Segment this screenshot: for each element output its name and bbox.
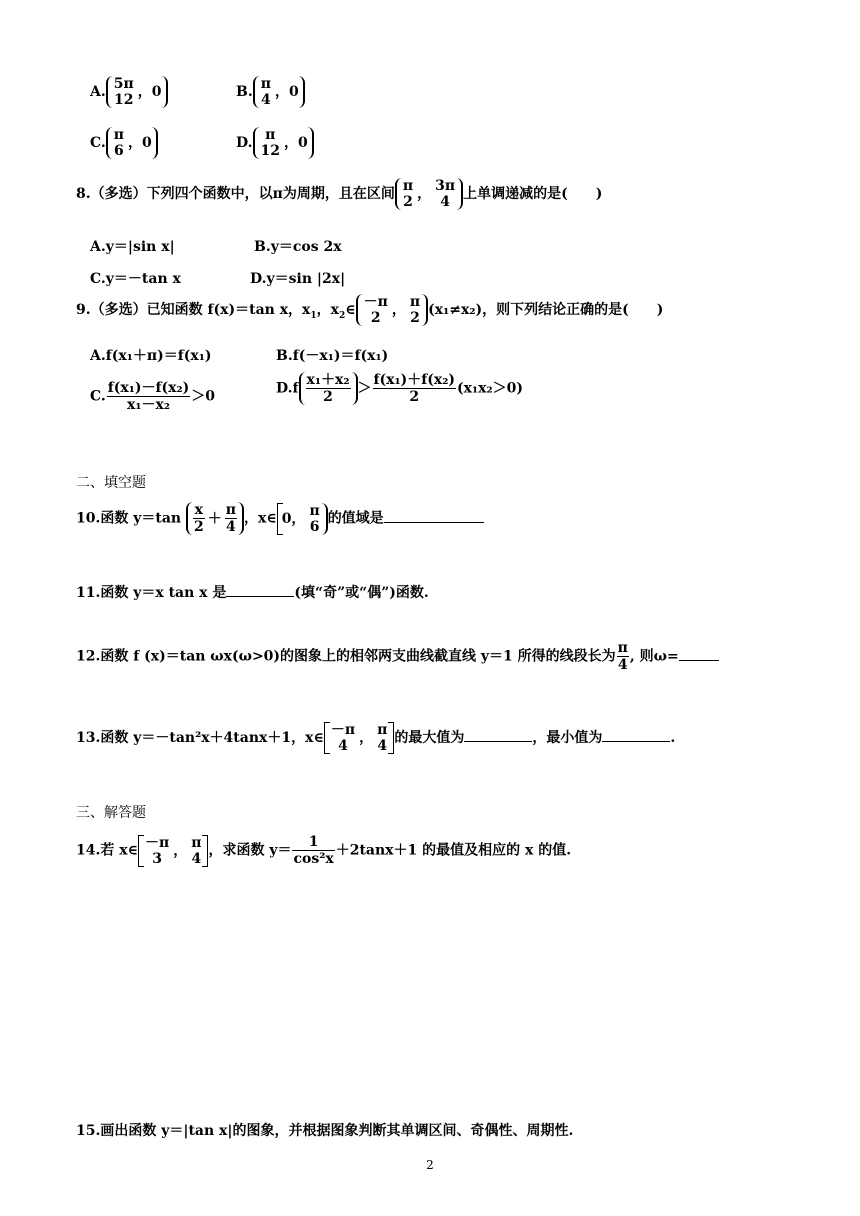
frac-den: 4 (617, 657, 628, 674)
frac-den: 2 (323, 389, 333, 406)
frac-den: 4 (191, 850, 202, 867)
answer-blank[interactable] (384, 508, 484, 523)
q8-option-c: C.y＝－tan x (90, 271, 181, 287)
q9-option-d (276, 372, 523, 405)
frac-num: 3π (435, 178, 456, 194)
frac-num: －π (144, 834, 170, 851)
separator: ， (391, 302, 406, 319)
q7-option-a (90, 76, 168, 108)
frac-den: 6 (114, 143, 124, 160)
frac-num: 1 (292, 834, 334, 851)
frac-num: π (260, 76, 271, 92)
q8-option-b: B.y＝cos 2x (254, 239, 342, 255)
q12-stem (76, 640, 719, 673)
q9-condition: (x₁≠x₂)，则下列结论正确的是( ) (428, 302, 664, 319)
q14-mid: ，求函数 y＝ (208, 842, 292, 859)
q8-option-a: A.y＝|sin x| (90, 239, 175, 255)
frac-num: x (194, 502, 204, 518)
frac-num: π (409, 294, 421, 310)
frac-den: 4 (377, 738, 388, 755)
q13-mid2: ，最小值为 (532, 730, 603, 747)
frac-num: －π (363, 294, 388, 310)
frac-den: 4 (338, 738, 348, 755)
frac-num: 5π (113, 76, 134, 92)
frac-den: 2 (370, 310, 381, 327)
q14-stem (76, 834, 571, 867)
q15-stem: 15.画出函数 y＝|tan x|的图象，并根据图象判断其单调区间、奇偶性、周期性. (76, 1123, 574, 1139)
section-fill-in: 二、填空题 (76, 475, 146, 491)
page-number: 2 (426, 1158, 434, 1172)
plus-sign: ＋ (207, 510, 222, 527)
q7-option-d (236, 127, 314, 159)
option-label: A. (90, 84, 106, 101)
frac-den: cos²x (293, 851, 334, 868)
option-tail: (x₁x₂＞0) (457, 380, 523, 397)
q9-option-a: A.f(x₁＋π)＝f(x₁) (90, 348, 212, 364)
q12-lead: 12.函数 f (x)＝tan ωx(ω>0)的图象上的相邻两支曲线截直线 y＝1 所得的线段长为 (76, 648, 616, 665)
q10-tail: 的值域是 (327, 510, 384, 527)
q14-tail: ＋2tanx＋1 的最值及相应的 x 的值. (335, 842, 572, 859)
option-tail: ＞0 (191, 388, 216, 405)
q7-option-b (236, 76, 305, 108)
section-solve: 三、解答题 (76, 805, 146, 821)
frac-num: π (309, 502, 320, 519)
q11-stem (76, 582, 429, 602)
q11-tail: (填“奇”或“偶”)函数. (294, 585, 429, 601)
q9-stem (76, 294, 663, 326)
frac-den: 6 (309, 518, 320, 535)
q9-option-b: B.f(－x₁)＝f(x₁) (276, 348, 389, 364)
frac-num: π (402, 178, 414, 194)
frac-den: x₁－x₂ (127, 397, 171, 414)
separator: ， (417, 186, 432, 203)
q12-tail: , 则ω= (629, 648, 679, 665)
q9-option-c (90, 380, 215, 413)
q8-lead: 8.（多选）下列四个函数中，以π为周期，且在区间 (76, 186, 395, 203)
frac-num: π (617, 640, 628, 656)
separator: ， (173, 842, 188, 859)
frac-num: π (377, 722, 388, 738)
q8-option-d: D.y＝sin |2x| (250, 271, 346, 287)
q13-end: . (670, 730, 676, 747)
answer-blank[interactable] (226, 582, 294, 597)
q10-mid: ，x∈ (243, 510, 277, 527)
option-label: D.f (276, 380, 299, 397)
frac-den: 2 (193, 519, 204, 536)
q8-stem (76, 178, 602, 210)
frac-den: 12 (114, 92, 134, 109)
frac-den: 4 (260, 92, 271, 109)
q9-lead2: ，x (316, 302, 340, 319)
option-tail: ，0 (137, 84, 162, 101)
answer-blank-min[interactable] (602, 727, 670, 742)
frac-den: 4 (440, 194, 450, 211)
frac-num: π (225, 502, 236, 518)
option-tail: ，0 (284, 135, 308, 152)
frac-num: π (191, 834, 202, 851)
interval-start: 0， (281, 510, 306, 527)
answer-blank[interactable] (679, 646, 719, 661)
frac-den: 4 (225, 519, 236, 536)
frac-den: 2 (410, 310, 420, 327)
q11-lead: 11.函数 y＝x tan x 是 (76, 585, 227, 601)
frac-num: π (113, 127, 125, 143)
frac-num: f(x₁)－f(x₂) (107, 380, 190, 396)
frac-num: －π (330, 722, 356, 738)
q7-option-c (90, 127, 158, 159)
option-label: C. (90, 135, 106, 152)
q10-stem (76, 502, 484, 535)
q10-lead: 10.函数 y＝tan (76, 510, 182, 527)
frac-den: 12 (260, 143, 280, 160)
frac-num: f(x₁)＋f(x₂) (373, 372, 456, 388)
frac-den: 2 (409, 389, 420, 406)
q13-lead: 13.函数 y＝－tan²x＋4tanx＋1，x∈ (76, 730, 324, 747)
q9-lead3: ∈ (345, 302, 356, 319)
frac-den: 3 (152, 850, 162, 867)
option-tail: ，0 (128, 135, 152, 152)
q14-lead: 14.若 x∈ (76, 842, 138, 859)
option-label: B. (236, 84, 253, 101)
q8-tail: 上单调递减的是( ) (463, 186, 603, 203)
frac-num: π (265, 127, 276, 143)
subscript: 2 (339, 310, 346, 321)
separator: ， (359, 730, 374, 747)
option-label: C. (90, 388, 106, 405)
subscript: 1 (310, 310, 317, 321)
q13-mid: 的最大值为 (394, 730, 465, 747)
option-label: D. (236, 135, 253, 152)
frac-num: x₁＋x₂ (306, 372, 350, 388)
frac-den: 2 (403, 194, 413, 211)
answer-blank-max[interactable] (464, 727, 532, 742)
q9-lead: 9.（多选）已知函数 f(x)＝tan x，x (76, 302, 311, 319)
q13-stem (76, 722, 675, 754)
option-tail: ，0 (274, 84, 299, 101)
gt-sign: ＞ (357, 380, 372, 397)
